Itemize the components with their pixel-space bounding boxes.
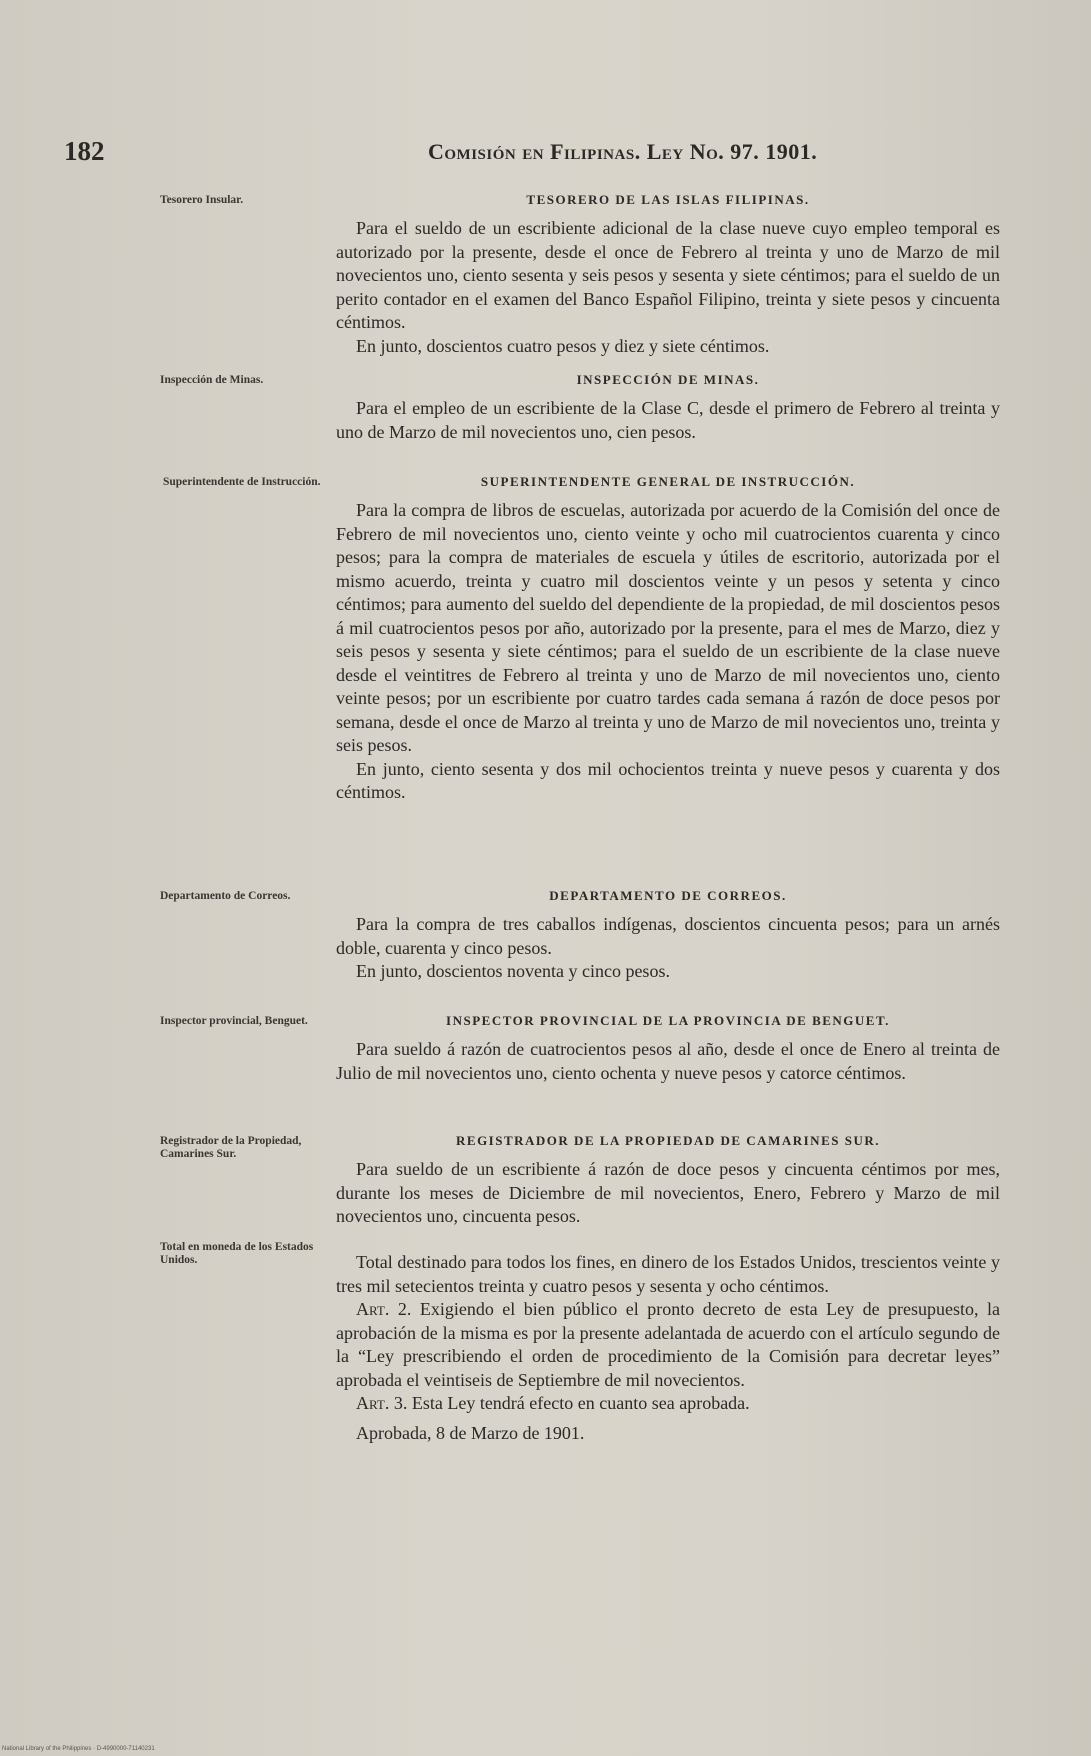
section-title: INSPECTOR PROVINCIAL DE LA PROVINCIA DE BENGUET. (446, 1013, 890, 1028)
article-label: Art. 3. (356, 1393, 408, 1413)
scan-credit: National Library of the Philippines · D-4990000-71140231 (2, 1746, 155, 1752)
article-3 (336, 1392, 1000, 1416)
article-label: Art. 2. (356, 1299, 412, 1319)
margin-note: Departamento de Correos. (160, 890, 291, 902)
paragraph: Para sueldo á razón de cuatrocientos pesos al año, desde el once de Enero al treinta de Julio de mil novecientos uno, ciento ochenta y nueve pesos y catorce céntimos. (336, 1039, 1000, 1083)
paragraph: En junto, ciento sesenta y dos mil ochocientos treinta y nueve pesos y cuarenta y dos céntimos. (336, 758, 1000, 802)
section-tesorero (0, 192, 1091, 372)
paragraph: Para el empleo de un escribiente de la Clase C, desde el primero de Febrero al treinta y uno de Marzo de mil novecientos uno, cien pesos. (336, 398, 1000, 442)
section-title: INSPECCIÓN DE MINAS. (576, 372, 760, 387)
margin-note: Inspección de Minas. (160, 374, 264, 386)
section-body (336, 888, 1000, 984)
section-title: REGISTRADOR DE LA PROPIEDAD DE CAMARINES SUR. (456, 1133, 880, 1148)
margin-note: Superintendente de Instrucción. (163, 476, 321, 488)
section-body (336, 1133, 1000, 1229)
approval-line: Aprobada, 8 de Marzo de 1901. (356, 1422, 585, 1443)
paragraph: Para el sueldo de un escribiente adicional de la clase nueve cuyo empleo temporal es autorizado por la presente, desde el once de Febrero al treinta y uno de Marzo de mil novecientos uno, ciento sesenta y seis pesos y sesenta y siete céntimos; para el sueldo de un perito contador en el examen del Banco Español Filipino, treinta y siete pesos y cincuenta céntimos. (336, 218, 1000, 332)
page-header (0, 136, 1091, 170)
section-title: TESORERO DE LAS ISLAS FILIPINAS. (526, 192, 810, 207)
section-correos (0, 888, 1091, 1013)
margin-note: Tesorero Insular. (160, 194, 244, 206)
section-body (336, 474, 1000, 805)
paragraph: Para la compra de libros de escuelas, autorizada por acuerdo de la Comisión del once de Febrero de mil novecientos uno, ciento veinte y ocho mil cuatrocientos cuarenta y cinco pesos; para la compra de materiales de escuela y útiles de escritorio, autorizada por el mismo acuerdo, treinta y cuatro mil doscientos veinte y un pesos y setenta y cinco céntimos; para aumento del sueldo del dependiente de la propiedad, de mil doscientos pesos á mil cuatrocientos pesos por año, autorizado por la presente, para el mes de Marzo, diez y seis pesos y sesenta y siete céntimos; para el sueldo de un escribiente de la clase nueve desde el veintitres de Febrero al treinta y uno de Marzo de mil novecientos uno, ciento veinte pesos; por un escribiente por cuatro tardes cada semana á razón de doce pesos por semana, desde el once de Marzo al treinta y uno de Marzo de mil novecientos uno, treinta y seis pesos. (336, 500, 1000, 755)
margin-note: Registrador de la Propiedad, Camarines Sur. (160, 1135, 302, 1160)
section-body (336, 372, 1000, 444)
paragraph: Para sueldo de un escribiente á razón de doce pesos y cincuenta céntimos por mes, durante los meses de Diciembre de mil novecientos, Enero, Febrero y Marzo de mil novecientos uno, cincuenta pesos. (336, 1159, 1000, 1226)
section-title: SUPERINTENDENTE GENERAL DE INSTRUCCIÓN. (480, 474, 856, 489)
section-camarines (0, 1133, 1091, 1251)
section-body (336, 192, 1000, 358)
section-title: DEPARTAMENTO DE CORREOS. (549, 888, 787, 903)
article-text: Esta Ley tendrá efecto en cuanto sea aprobada. (411, 1393, 750, 1413)
section-minas (0, 372, 1091, 474)
section-body (336, 1251, 1000, 1445)
margin-note: Inspector provincial, Benguet. (160, 1015, 308, 1027)
page-number: 182 (64, 136, 105, 166)
section-benguet (0, 1013, 1091, 1133)
article-text: Exigiendo el bien público el pronto decreto de esta Ley de presupuesto, la aprobación de la misma es por la presente adelantada de acuerdo con el artículo segundo de la “Ley prescribiendo el orden de procedimiento de la Comisión para decretar leyes” aprobada el veintiseis de Septiembre de mil novecientos. (336, 1299, 1001, 1390)
running-head: Comisión en Filipinas. Ley No. 97. 1901. (428, 139, 818, 164)
section-total (0, 1241, 1091, 1445)
section-body (336, 1013, 1000, 1085)
section-instruccion (0, 474, 1091, 888)
article-2 (336, 1298, 1000, 1392)
paragraph: En junto, doscientos noventa y cinco pesos. (356, 961, 670, 981)
margin-note: Total en moneda de los Estados Unidos. (160, 1241, 314, 1266)
paragraph: Total destinado para todos los fines, en dinero de los Estados Unidos, trescientos veinte y tres mil setecientos treinta y cuatro pesos y sesenta y ocho céntimos. (336, 1252, 1000, 1296)
paragraph: En junto, doscientos cuatro pesos y diez y siete céntimos. (356, 335, 770, 356)
paragraph: Para la compra de tres caballos indígenas, doscientos cincuenta pesos; para un arnés doble, cuarenta y cinco pesos. (336, 914, 1000, 958)
page-content (0, 192, 1091, 1445)
